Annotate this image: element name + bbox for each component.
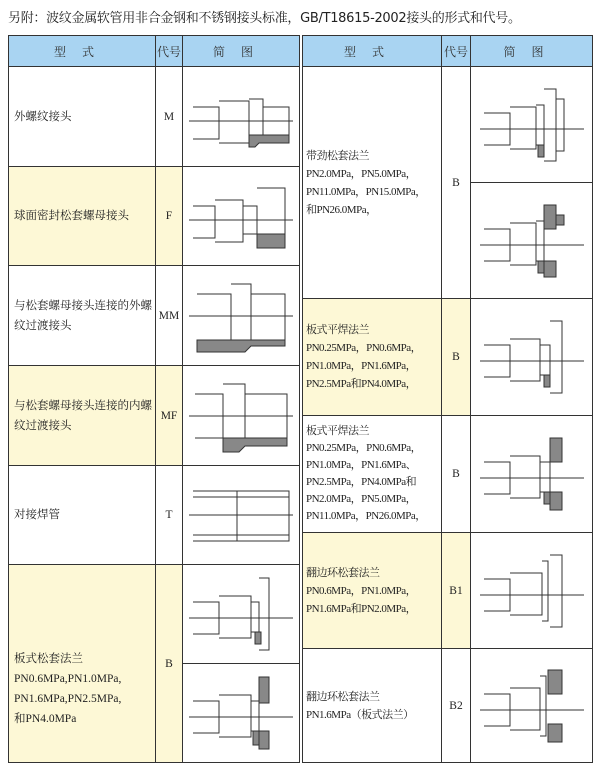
diagram-swivel-nut [183, 167, 299, 265]
table-header [303, 36, 592, 67]
table-row [9, 167, 299, 266]
fitting-drawing [480, 201, 584, 281]
fitting-drawing [189, 276, 293, 356]
right-table [302, 35, 593, 763]
type-cell: 外螺纹接头 [9, 67, 156, 166]
code-cell: B [442, 67, 471, 298]
diagram-neck-loose-flange [471, 182, 592, 298]
type-cell: 板式平焊法兰 PN0.25MPa，PN0.6MPa， PN1.0MPa，PN1.6MPa， PN2.5MPa和PN4.0MPa， [303, 299, 442, 415]
type-cell: 带劲松套法兰 PN2.0MPa，PN5.0MPa， PN11.0MPa，PN15.0MPa， 和PN26.0MPa， [303, 67, 442, 298]
table-row [9, 67, 299, 167]
type-cell: 与松套螺母接头连接的外螺纹过渡接头 [9, 266, 156, 365]
table-row [9, 466, 299, 565]
diagram-lap-flange [471, 649, 592, 762]
diagram-slip-on-flange [471, 299, 592, 415]
table-row [303, 67, 592, 299]
fitting-drawing [189, 574, 293, 654]
table-row [9, 565, 299, 762]
diagram-neck-loose-flange [471, 67, 592, 182]
diagram-male-adapter [183, 266, 299, 365]
diagram-threaded-male [183, 67, 299, 166]
fitting-drawing [189, 376, 293, 456]
type-cell: 球面密封松套螺母接头 [9, 167, 156, 265]
type-cell: 翻边环松套法兰 PN0.6MPa，PN1.0MPa， PN1.6MPa和PN2.0MPa， [303, 533, 442, 648]
table-row [303, 299, 592, 416]
code-cell: MM [156, 266, 183, 365]
fitting-drawing [480, 551, 584, 631]
table-row [9, 366, 299, 466]
fitting-drawing [189, 176, 293, 256]
left-table [8, 35, 300, 763]
code-cell: F [156, 167, 183, 265]
diagram-female-adapter [183, 366, 299, 465]
fitting-drawing [480, 317, 584, 397]
code-cell: B2 [442, 649, 471, 762]
page-title: 另附：波纹金属软管用非合金钢和不锈钢接头标准，GB/T18615-2002接头的形式和代号。 [8, 11, 521, 26]
type-cell: 翻边环松套法兰 PN1.6MPa（板式法兰） [303, 649, 442, 762]
table-row [303, 649, 592, 762]
code-cell: MF [156, 366, 183, 465]
fitting-drawing [480, 85, 584, 165]
code-cell: B [156, 565, 183, 762]
diagram-loose-flange [183, 663, 299, 762]
fitting-drawing [189, 77, 293, 157]
header-type: 型式 [303, 36, 442, 66]
type-cell: 板式松套法兰 PN0.6MPa,PN1.0MPa, PN1.6MPa,PN2.5MPa, 和PN4.0MPa [9, 565, 156, 762]
code-cell: B [442, 416, 471, 532]
header-type: 型式 [9, 36, 156, 66]
type-cell: 与松套螺母接头连接的内螺纹过渡接头 [9, 366, 156, 465]
type-cell: 对接焊管 [9, 466, 156, 564]
diagram-slip-on-flange [471, 416, 592, 532]
fitting-drawing [480, 666, 584, 746]
code-cell: M [156, 67, 183, 166]
table-header [9, 36, 299, 67]
diagram-lap-flange [471, 533, 592, 648]
code-cell: B [442, 299, 471, 415]
code-cell: B1 [442, 533, 471, 648]
header-diagram: 简图 [503, 44, 560, 59]
code-cell: T [156, 466, 183, 564]
header-code: 代号 [156, 36, 183, 66]
diagram-loose-flange [183, 565, 299, 663]
header-code: 代号 [442, 36, 471, 66]
fitting-drawing [480, 434, 584, 514]
fitting-drawing [189, 673, 293, 753]
diagram-butt-weld [183, 466, 299, 564]
table-row [303, 416, 592, 533]
fitting-drawing [189, 475, 293, 555]
type-cell: 板式平焊法兰 PN0.25MPa，PN0.6MPa， PN1.0MPa，PN1.6MPa、 PN2.5MPa，PN4.0MPa和 PN2.0MPa，PN5.0MPa， PN11.0MPa，PN26.0MPa， [303, 416, 442, 532]
header-diagram: 简图 [212, 44, 269, 59]
table-row [9, 266, 299, 366]
table-row [303, 533, 592, 649]
